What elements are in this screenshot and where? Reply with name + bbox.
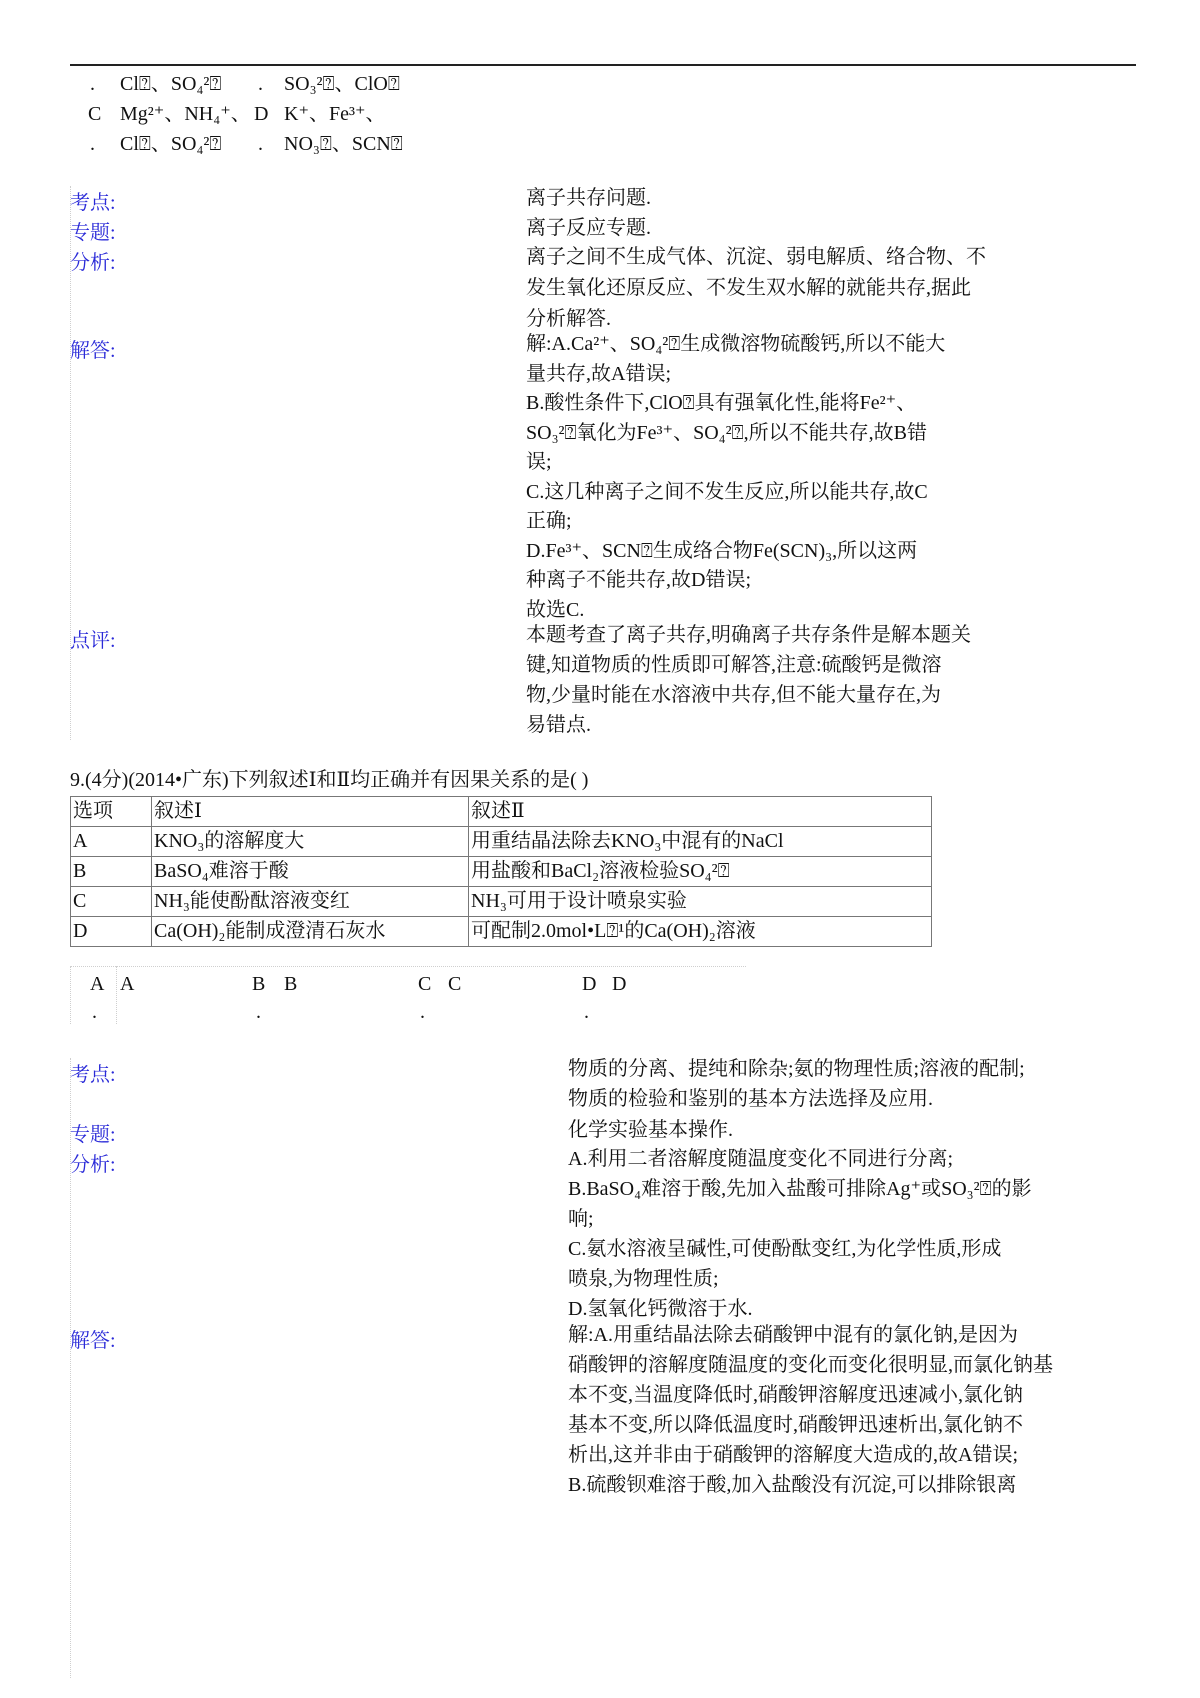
jieda-line: B.酸性条件下,ClO⍰具有强氧化性,能将Fe²⁺、: [526, 392, 917, 414]
choice-letter-d: D: [582, 973, 597, 995]
table-cell: Ca(OH)₂能制成澄清石灰水: [152, 917, 469, 947]
option-mark: .: [258, 73, 263, 95]
jieda-line: 解:A.用重结晶法除去硝酸钾中混有的氯化钠,是因为: [568, 1324, 1018, 1346]
fenxi-label: 分析:: [70, 1154, 116, 1176]
table-cell: BaSO₄难溶于酸: [152, 857, 469, 887]
jieda-line: 故选C.: [526, 598, 585, 621]
zhuanti-line: 离子反应专题.: [526, 217, 651, 239]
dotted-guide: [70, 966, 71, 1024]
fenxi-label: 分析:: [70, 252, 116, 274]
choice-dot: .: [584, 1001, 589, 1023]
choice-letter-c: C: [418, 973, 432, 995]
fenxi-line: D.氢氧化钙微溶于水.: [568, 1298, 753, 1320]
jieda-label: 解答:: [70, 340, 116, 362]
jieda-line: 误;: [526, 451, 552, 473]
fenxi-content: [568, 1144, 1032, 1324]
jieda-line: 硝酸钾的溶解度随温度的变化而变化很明显,而氯化钠基: [568, 1354, 1053, 1376]
jieda-line: 解:A.Ca²⁺、SO₄²⍰生成微溶物硫酸钙,所以不能大: [526, 333, 946, 355]
kaodian-line: 物质的分离、提纯和除杂;氨的物理性质;溶液的配制;: [568, 1058, 1025, 1080]
table-cell: A: [71, 827, 152, 857]
fenxi-line: C.氨水溶液呈碱性,可使酚酞变红,为化学性质,形成: [568, 1238, 1002, 1260]
jieda-line: 量共存,故A错误;: [526, 362, 671, 385]
option-mark: .: [90, 73, 95, 95]
kaodian-line: 离子共存问题.: [526, 187, 651, 209]
dianping-line: 易错点.: [526, 714, 591, 736]
option-d-text: K⁺、Fe³⁺、: [284, 103, 386, 125]
jieda-line: C.这几种离子之间不发生反应,所以能共存,故C: [526, 480, 928, 503]
jieda-content: [526, 330, 945, 625]
table-cell: 用重结晶法除去KNO₃中混有的NaCl: [469, 827, 932, 857]
table-row: [71, 887, 932, 917]
fenxi-line: 喷泉,为物理性质;: [568, 1268, 719, 1290]
zhuanti-label: 专题:: [70, 1124, 116, 1146]
choice-a-text[interactable]: A: [120, 973, 135, 995]
fenxi-line: A.利用二者溶解度随温度变化不同进行分离;: [568, 1148, 953, 1170]
q9-stem: 9.(4分)(2014•广东)下列叙述Ⅰ和Ⅱ均正确并有因果关系的是( ): [70, 769, 589, 791]
table-header-cell: 叙述Ⅱ: [469, 797, 932, 827]
zhuanti-line: 化学实验基本操作.: [568, 1119, 733, 1141]
jieda-line: 本不变,当温度降低时,硝酸钾溶解度迅速减小,氯化钠: [568, 1384, 1023, 1406]
table-cell: C: [71, 887, 152, 917]
fenxi-line: B.BaSO₄难溶于酸,先加入盐酸可排除Ag⁺或SO₃²⍰的影: [568, 1178, 1032, 1200]
jieda-label: 解答:: [70, 1330, 116, 1352]
kaodian-content: [568, 1054, 1025, 1114]
table-cell: NH₃能使酚酞溶液变红: [152, 887, 469, 917]
choice-dot: .: [420, 1001, 425, 1023]
q9-table: [70, 796, 932, 947]
table-cell: B: [71, 857, 152, 887]
jieda-line: 基本不变,所以降低温度时,硝酸钾迅速析出,氯化钠不: [568, 1414, 1023, 1436]
choice-dot: .: [256, 1001, 261, 1023]
option-d-text-2: NO₃⍰、SCN⍰: [284, 133, 403, 155]
fenxi-line: 分析解答.: [526, 308, 611, 330]
table-header-cell: 选项: [71, 797, 152, 827]
choice-letter-b: B: [252, 973, 266, 995]
table-header-row: [71, 797, 932, 827]
choice-d-text[interactable]: D: [612, 973, 627, 995]
option-c-text: Mg²⁺、NH₄⁺、: [120, 103, 251, 125]
kaodian-line: 物质的检验和鉴别的基本方法选择及应用.: [568, 1088, 933, 1110]
dianping-content: [526, 620, 971, 740]
fenxi-line: 响;: [568, 1208, 594, 1230]
fenxi-line: 发生氧化还原反应、不发生双水解的就能共存,据此: [526, 277, 971, 299]
table-cell: D: [71, 917, 152, 947]
option-mark: .: [90, 133, 95, 155]
option-mark: .: [258, 133, 263, 155]
jieda-line: D.Fe³⁺、SCN⍰生成络合物Fe(SCN)₃,所以这两: [526, 539, 918, 562]
zhuanti-content: [526, 212, 651, 244]
choice-dot: .: [92, 1001, 97, 1023]
choices-top-border: [70, 966, 746, 967]
option-c-text-2: Cl⍰、SO₄²⍰: [120, 133, 222, 155]
table-row: [71, 857, 932, 887]
option-b-text: SO₃²⍰、ClO⍰: [284, 73, 400, 95]
table-row: [71, 917, 932, 947]
fenxi-content: [526, 242, 986, 335]
zhuanti-content: [568, 1114, 733, 1146]
kaodian-label: 考点:: [70, 1064, 116, 1086]
header-rule: [70, 64, 1136, 66]
choice-letter-a: A: [90, 973, 105, 995]
table-row: [71, 827, 932, 857]
dianping-line: 本题考查了离子共存,明确离子共存条件是解本题关: [526, 624, 971, 646]
table-header-cell: 叙述Ⅰ: [152, 797, 469, 827]
kaodian-label: 考点:: [70, 192, 116, 214]
choice-b-text[interactable]: B: [284, 973, 298, 995]
option-letter-c: C: [88, 103, 102, 125]
jieda-line: B.硫酸钡难溶于酸,加入盐酸没有沉淀,可以排除银离: [568, 1474, 1017, 1496]
dianping-line: 键,知道物质的性质即可解答,注意:硫酸钙是微溶: [526, 654, 942, 676]
jieda-line: 析出,这并非由于硝酸钾的溶解度大造成的,故A错误;: [568, 1444, 1018, 1466]
table-cell: 可配制2.0mol•L⍰¹的Ca(OH)₂溶液: [469, 917, 932, 947]
table-cell: 用盐酸和BaCl₂溶液检验SO₄²⍰: [469, 857, 932, 887]
option-letter-d: D: [254, 103, 269, 125]
dianping-line: 物,少量时能在水溶液中共存,但不能大量存在,为: [526, 684, 941, 706]
jieda-line: 正确;: [526, 510, 572, 532]
option-a-text: Cl⍰、SO₄²⍰: [120, 73, 222, 95]
jieda-content: [568, 1320, 1053, 1500]
zhuanti-label: 专题:: [70, 222, 116, 244]
choice-c-text[interactable]: C: [448, 973, 462, 995]
table-cell: KNO₃的溶解度大: [152, 827, 469, 857]
jieda-line: SO₃²⍰氧化为Fe³⁺、SO₄²⍰,所以不能共存,故B错: [526, 421, 927, 444]
dotted-guide: [116, 966, 117, 1024]
kaodian-content: [526, 182, 651, 214]
dianping-label: 点评:: [70, 630, 116, 652]
table-cell: NH₃可用于设计喷泉实验: [469, 887, 932, 917]
jieda-line: 种离子不能共存,故D错误;: [526, 569, 751, 591]
fenxi-line: 离子之间不生成气体、沉淀、弱电解质、络合物、不: [526, 246, 986, 268]
